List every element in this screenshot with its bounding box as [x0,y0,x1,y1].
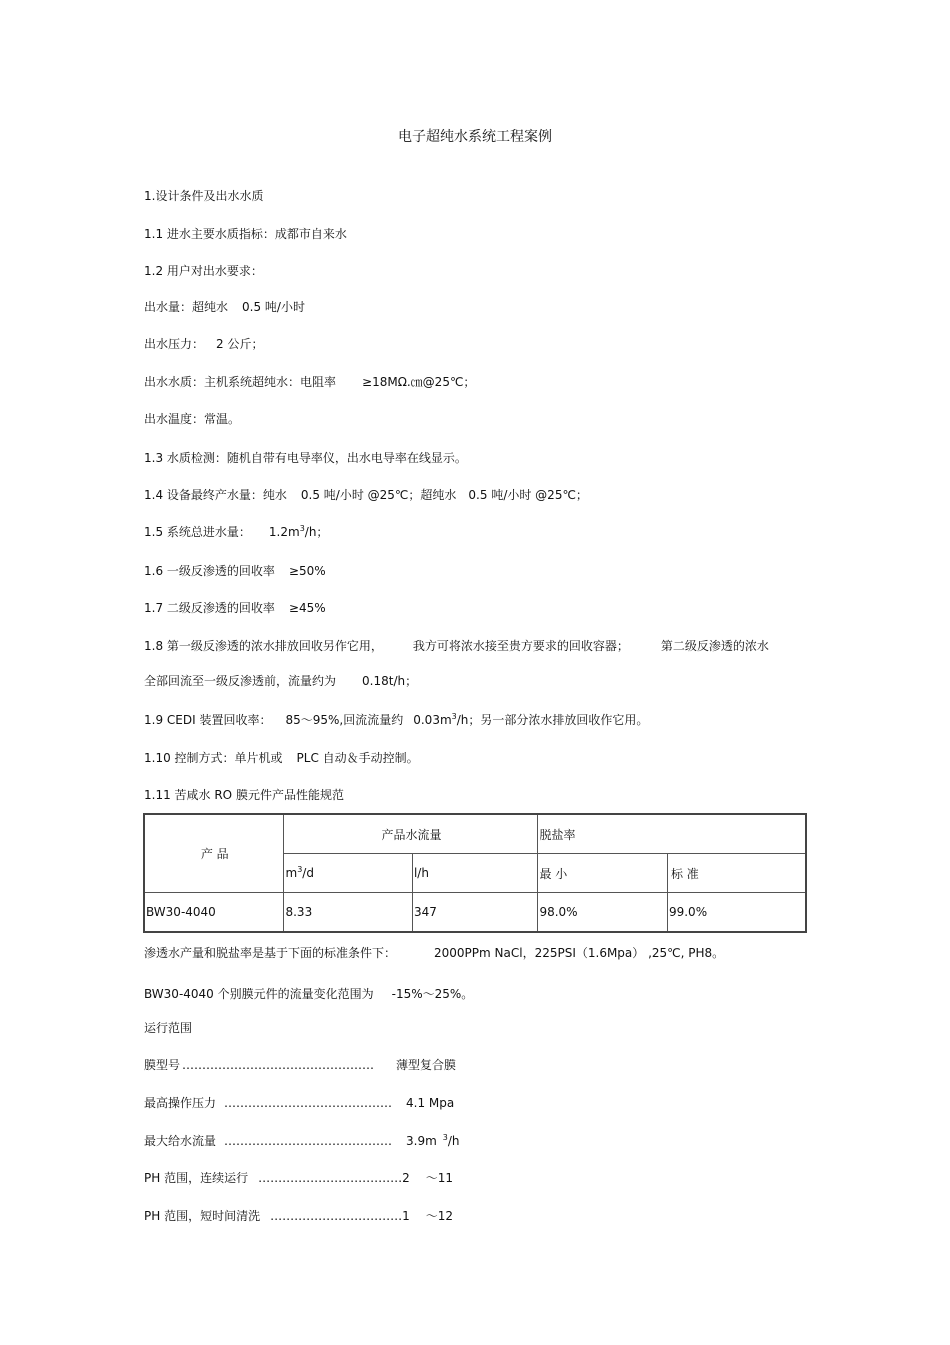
unit-m3d-header [284,854,412,893]
list-item [144,1095,454,1111]
output-temperature: 出水温度：常温。 [144,412,241,426]
section-1-8-part2: 我方可将浓水接至贵方要求的回收容器； [412,639,629,653]
section-1-5-label: 1.5 系统总进水量： [144,525,251,539]
range-label: PH 范围，连续运行 [144,1171,249,1185]
range-dots: ………………………………………… [182,1058,375,1072]
section-1-4-ultrapure: 0.5 吨/小时 @25℃； [468,488,588,502]
variation-label: BW30-4040 个别膜元件的流量变化范围为 [144,987,374,1001]
row-std: 99.0% [667,893,806,933]
standard-conditions-note [144,945,724,961]
section-1-3: 1.3 水质检测：随机自带有电导率仪，出水电导率在线显示。 [144,451,467,465]
section-1-9-sup: 3 [451,712,457,721]
range-dots: …………………………………… [224,1134,393,1148]
std-header: 标 准 [667,854,806,893]
section-1-8-part3: 第二级反渗透的浓水 [660,639,769,653]
section-1-5-unit: /h； [304,525,329,539]
section-1-4 [144,487,588,503]
section-1-8-flow: 0.18t/h； [362,674,418,688]
operating-range-title: 运行范围 [144,1021,193,1035]
output-pressure-value: 2 公斤； [216,337,264,351]
flow-header: 产品水流量 [284,814,538,854]
output-quality-label: 出水水质：主机系统超纯水：电阻率 [144,375,337,389]
section-1-5 [144,524,328,540]
table-header-row [144,814,806,854]
row-lh: 347 [412,893,537,933]
range-dots: ……………………………1 [270,1209,410,1223]
section-1-9-label: 1.9 CEDI 装置回收率： [144,713,272,727]
output-quality [144,374,475,390]
section-1-7-label: 1.7 二级反渗透的回收率 [144,601,275,615]
note-label: 渗透水产量和脱盐率是基于下面的标准条件下： [144,946,397,960]
section-1-9 [144,712,648,728]
range-value: ～11 [425,1171,453,1185]
range-dots: …………………………………… [224,1096,393,1110]
row-m3d: 8.33 [284,893,412,933]
section-1-10-value: PLC 自动＆手动控制。 [296,751,419,765]
range-dots: ………………………………2 [258,1171,410,1185]
section-1-1: 1.1 进水主要水质指标：成都市自来水 [144,227,347,241]
row-min: 98.0% [538,893,668,933]
section-1-4-label: 1.4 设备最终产水量：纯水 [144,488,287,502]
unit-lh-header: l/h [412,854,537,893]
section-1-11: 1.11 苦咸水 RO 膜元件产品性能规范 [144,788,344,802]
document-title: 电子超纯水系统工程案例 [398,129,552,145]
section-1-8-continued [144,673,417,689]
range-value: 薄型复合膜 [396,1058,457,1072]
section-1-10-label: 1.10 控制方式：单片机或 [144,751,283,765]
section-1-6 [144,563,326,579]
list-item [144,1170,453,1186]
output-quantity-value: 0.5 吨/小时 [242,300,305,314]
range-label: PH 范围，短时间清洗 [144,1209,261,1223]
note-conditions: 2000PPm NaCl，225PSI（1.6Mpa） ,25℃, PH8。 [434,946,725,960]
section-1-7-value: ≥45% [288,601,326,615]
unit-m: m [285,866,298,880]
variation-value: -15%～25%。 [391,987,474,1001]
section-1-2: 1.2 用户对出水要求： [144,264,263,278]
unit-d: /d [302,866,314,880]
section-1-6-value: ≥50% [288,564,326,578]
salt-rejection-header: 脱盐率 [538,814,806,854]
flow-variation-note [144,986,473,1002]
output-quantity-label: 出水量：超纯水 [144,300,229,314]
section-1-9-rest: /h；另一部分浓水排放回收作它用。 [456,713,649,727]
section-1-10 [144,750,419,766]
range-value: 3.9m [406,1134,437,1148]
range-label: 最高操作压力 [144,1096,217,1110]
range-value: ～12 [425,1209,453,1223]
min-header: 最 小 [538,854,668,893]
ro-membrane-spec-table [143,813,807,933]
output-quality-value: ≥18MΩ.㎝@25℃； [362,375,476,389]
section-1-8-part4: 全部回流至一级反渗透前，流量约为 [144,674,337,688]
list-item [144,1057,456,1073]
section-1-6-label: 1.6 一级反渗透的回收率 [144,564,275,578]
section-1-8-part1: 1.8 第一级反渗透的浓水排放回收另作它用， [144,639,383,653]
range-label: 最大给水流量 [144,1134,217,1148]
table-row [144,893,806,933]
section-1-8 [144,638,769,654]
output-quantity [144,299,305,315]
section-1-5-sup: 3 [299,524,305,533]
range-sup: 3 [442,1133,448,1142]
unit-sup: 3 [297,865,303,874]
section-1-4-pure: 0.5 吨/小时 @25℃；超纯水 [300,488,457,502]
row-product: BW30-4040 [144,893,284,933]
section-1-5-value: 1.2m [268,525,300,539]
output-pressure-label: 出水压力： [144,337,205,351]
list-item [144,1133,460,1149]
range-label: 膜型号 [144,1058,181,1072]
section-1-7 [144,600,326,616]
section-1-heading: 1.设计条件及出水水质 [144,189,264,203]
range-value: 4.1 Mpa [406,1096,455,1110]
product-header: 产 品 [144,814,284,893]
section-1-9-flow: 0.03m [413,713,452,727]
list-item [144,1208,453,1224]
section-1-9-recovery: 85～95%,回流流量约 [285,713,404,727]
range-unit: /h [447,1134,460,1148]
output-pressure [144,336,263,352]
